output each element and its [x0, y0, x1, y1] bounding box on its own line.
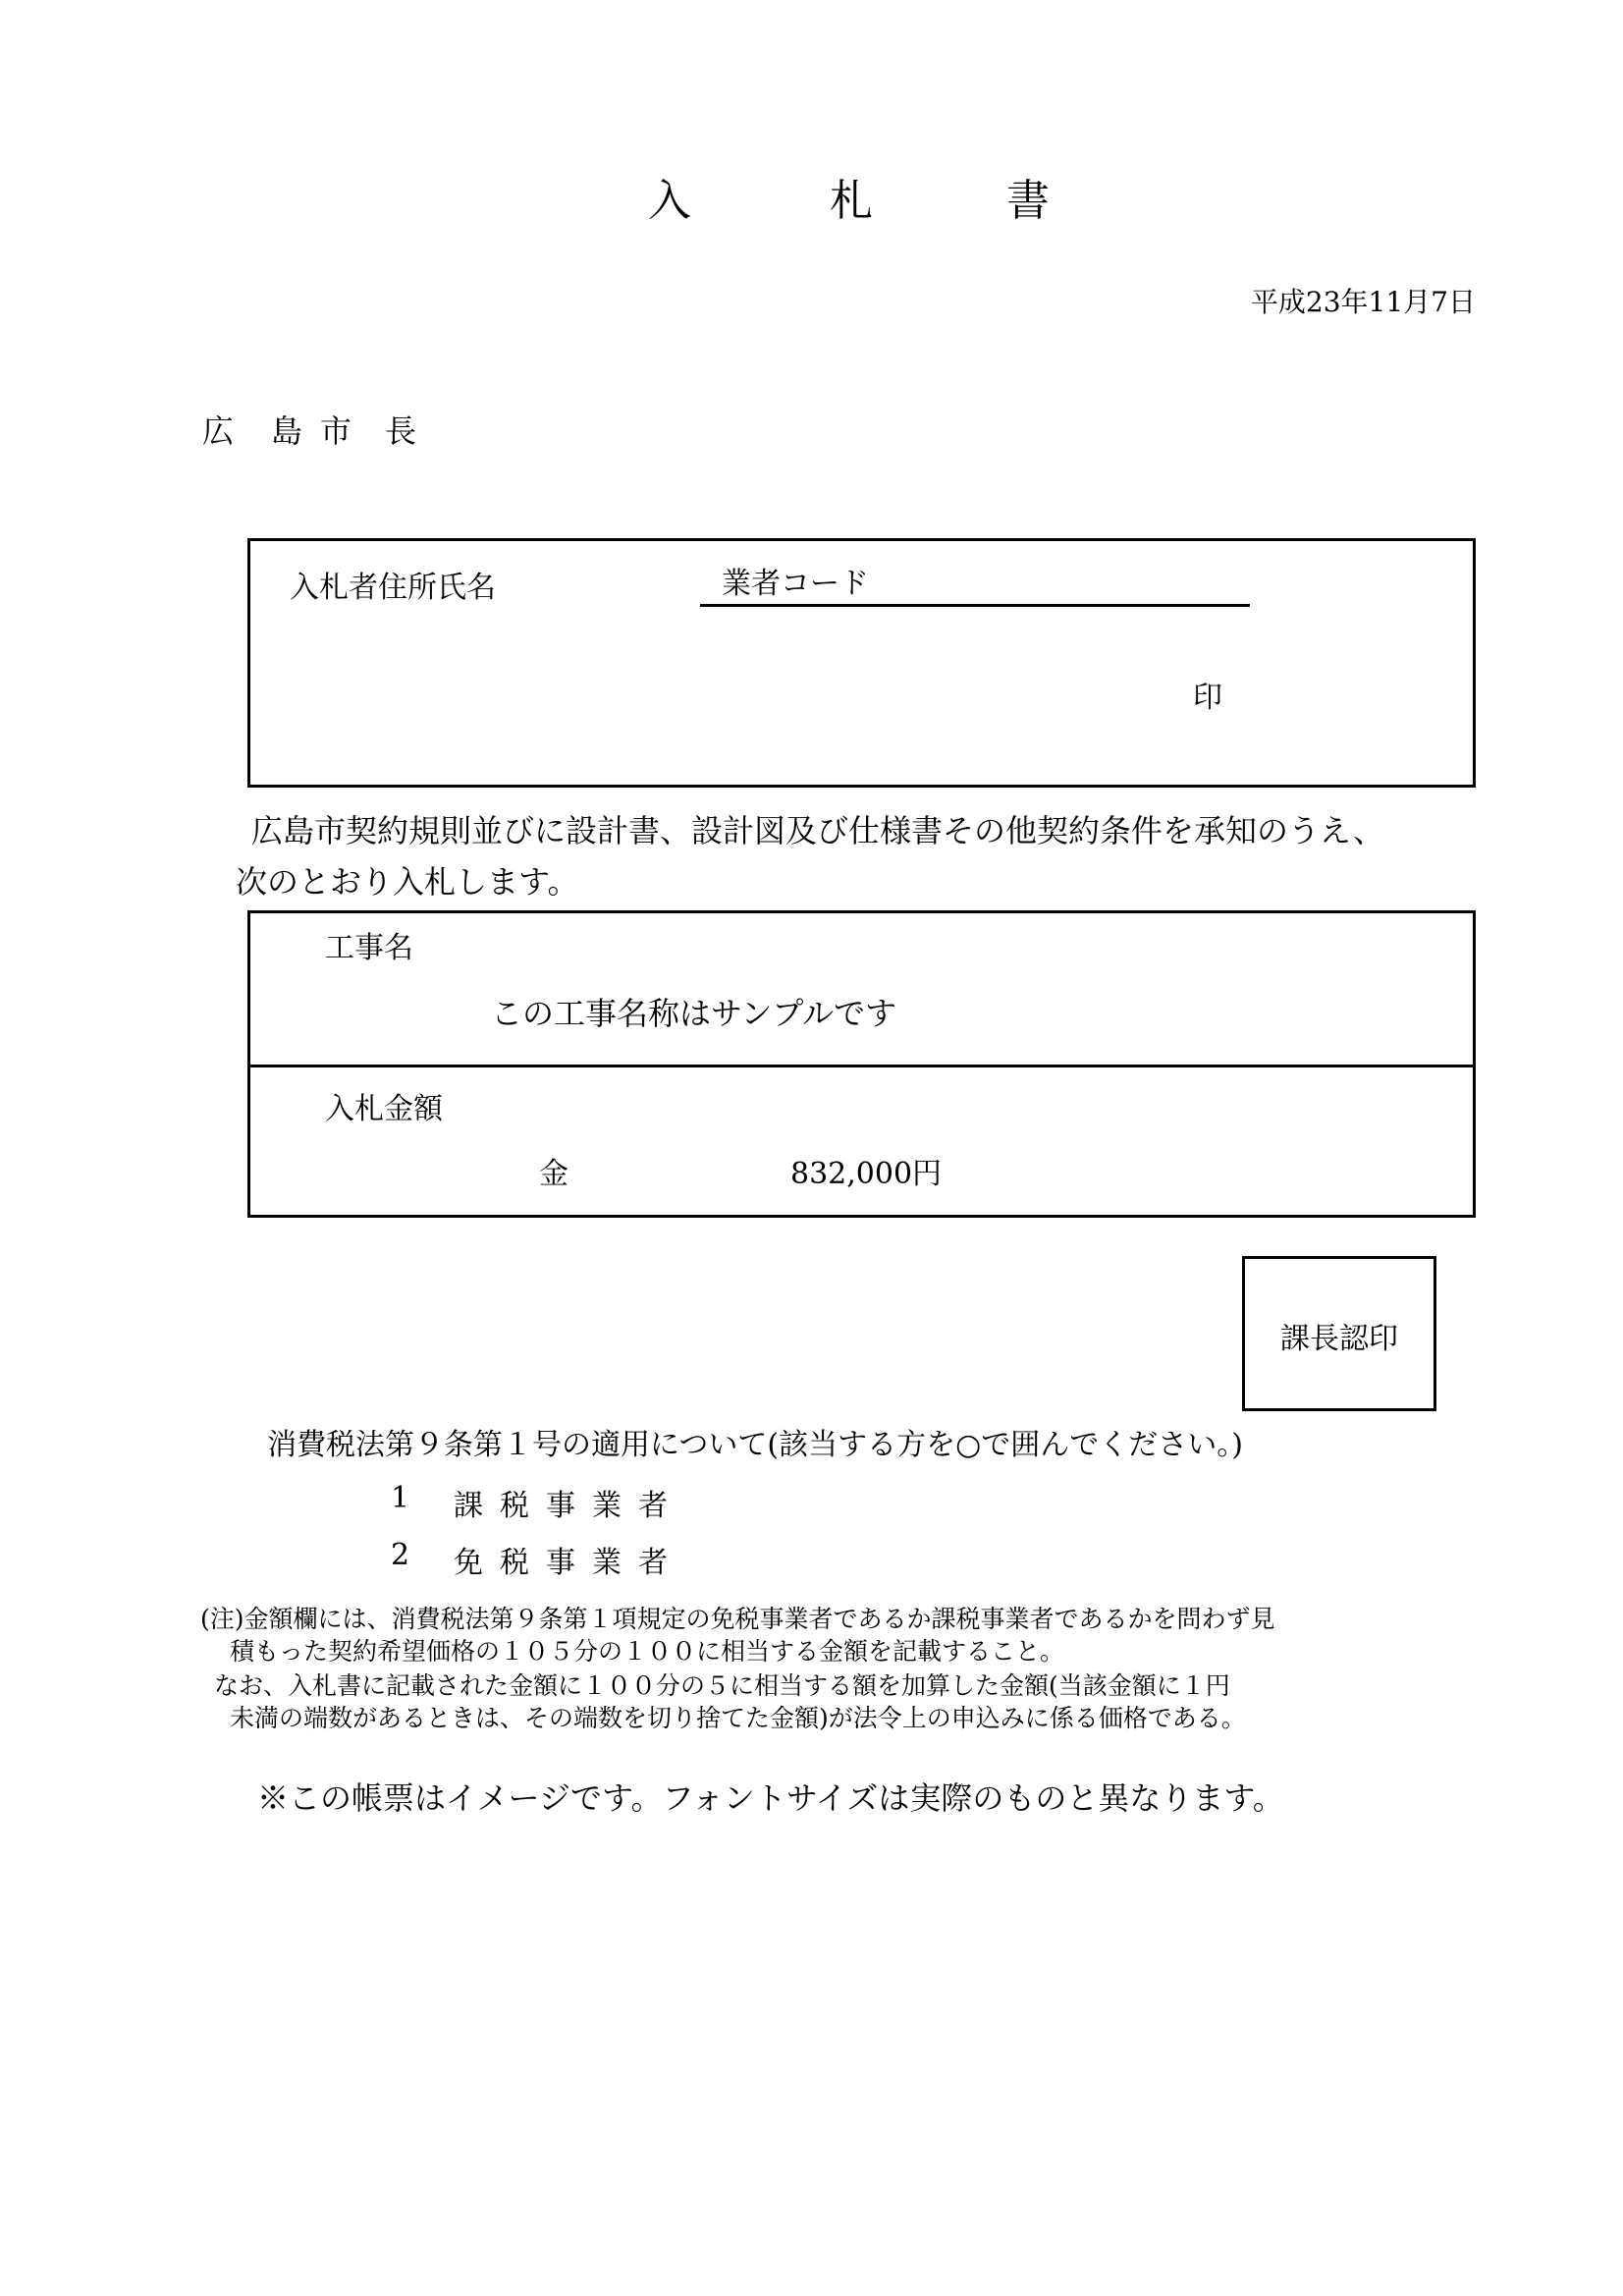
- bidder-box: [247, 538, 1476, 788]
- recipient-char-2: 島: [271, 412, 303, 450]
- title-char-2: 札: [830, 176, 873, 226]
- bid-amount-value[interactable]: 832,000円: [790, 1157, 943, 1191]
- work-name-label: 工事名: [325, 931, 413, 965]
- note-line-4: 未満の端数があるときは、その端数を切り捨てた金額)が法令上の申込みに係る価格である。: [230, 1704, 1246, 1732]
- statement-line-2: 次のとおり入札します。: [236, 863, 579, 901]
- tax-option-label: 免税事業者: [454, 1546, 684, 1580]
- note-line-2: 積もった契約希望価格の１０５分の１００に相当する金額を記載すること。: [230, 1637, 1065, 1666]
- tax-option-label: 課税事業者: [454, 1489, 684, 1523]
- tax-option-exempt[interactable]: [391, 1538, 784, 1580]
- work-name-value[interactable]: この工事名称はサンプルです: [491, 995, 897, 1032]
- work-amount-box: [247, 910, 1476, 1218]
- bidder-label: 入札者住所氏名: [290, 571, 496, 605]
- disclaimer: ※この帳票はイメージです。フォントサイズは実際のものと異なります。: [257, 1779, 1284, 1817]
- statement-line-1: 広島市契約規則並びに設計書、設計図及び仕様書その他契約条件を承知のうえ、: [251, 812, 1384, 849]
- tax-option-taxable[interactable]: [391, 1481, 784, 1523]
- tax-option-number: 1: [391, 1481, 410, 1515]
- box-divider: [250, 1065, 1473, 1067]
- vendor-code-field[interactable]: [700, 559, 1250, 607]
- recipient-char-4: 長: [385, 412, 417, 450]
- chief-approval-label: 課長認印: [1280, 1322, 1398, 1356]
- document-date: 平成23年11月7日: [1250, 286, 1476, 318]
- recipient-char-1: 広: [202, 412, 235, 450]
- chief-approval-box: [1242, 1256, 1436, 1411]
- title-char-1: 入: [648, 176, 691, 226]
- recipient-char-3: 市: [320, 412, 352, 450]
- amount-prefix: 金: [539, 1157, 568, 1191]
- tax-heading: 消費税法第９条第１号の適用について(該当する方を○で囲んでください。): [267, 1428, 1243, 1462]
- bid-statement: [236, 805, 1528, 907]
- tax-option-number: 2: [391, 1538, 410, 1572]
- note-line-3: なお、入札書に記載された金額に１００分の５に相当する額を加算した金額(当該金額に１円: [214, 1671, 1230, 1700]
- note-line-1: (注)金額欄には、消費税法第９条第１項規定の免税事業者であるか課税事業者であるかを問わず見: [200, 1605, 1275, 1633]
- title-char-3: 書: [1006, 176, 1050, 226]
- vendor-code-label: 業者コード: [722, 567, 869, 601]
- bid-amount-label: 入札金額: [325, 1092, 443, 1126]
- seal-mark: 印: [1193, 681, 1222, 715]
